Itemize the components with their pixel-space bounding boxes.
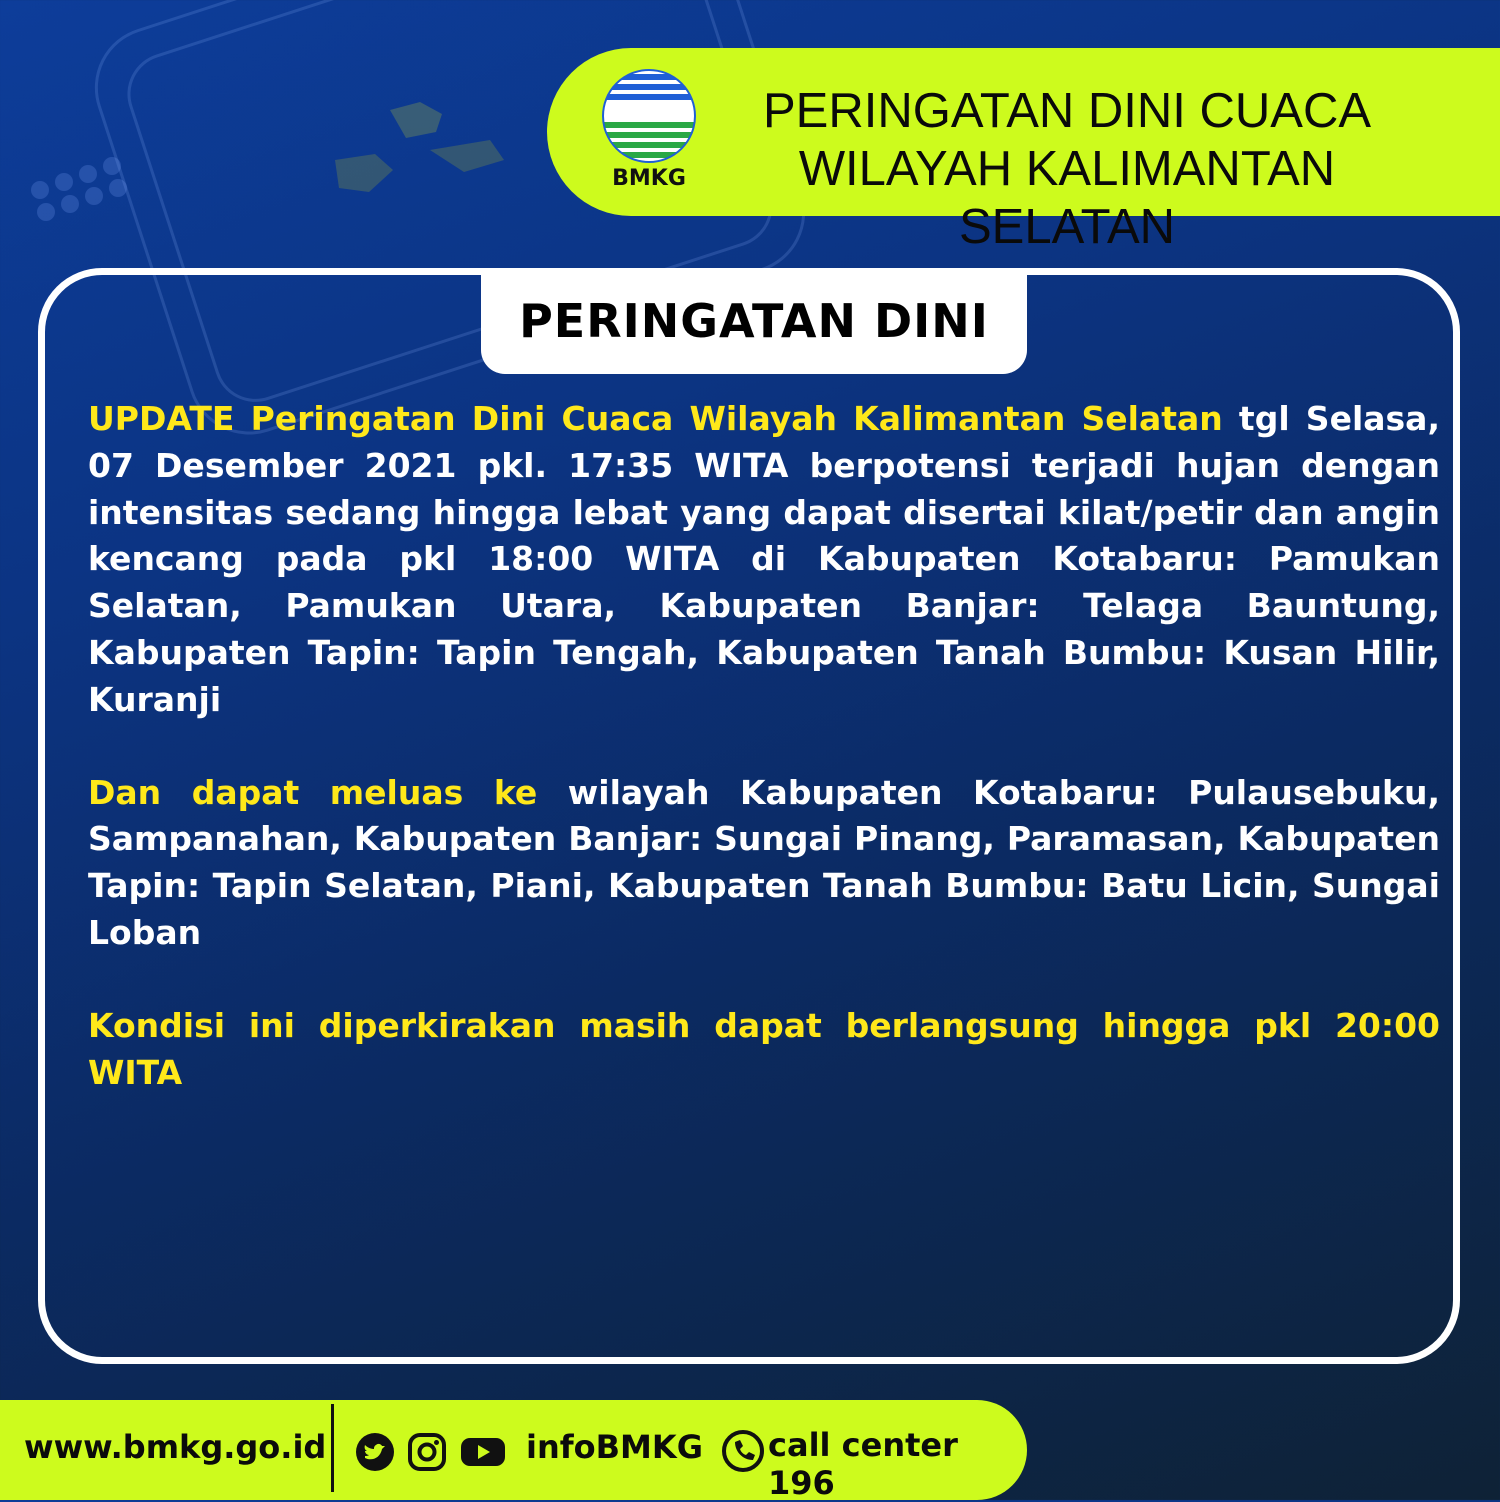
- header-banner: [547, 48, 1500, 254]
- warning-paragraph-3: [88, 1003, 1440, 1097]
- bmkg-logo-icon: [597, 68, 701, 168]
- logo-label: BMKG: [612, 166, 686, 191]
- card-title: PERINGATAN DINI: [519, 294, 989, 348]
- paragraph-1-highlight: UPDATE Peringatan Dini Cuaca Wilayah Kalimantan Selatan: [88, 399, 1223, 438]
- footer-bar: [0, 1400, 1027, 1500]
- call-center[interactable]: call center 196: [768, 1426, 958, 1502]
- header-title: [707, 82, 1427, 256]
- twitter-icon[interactable]: [355, 1432, 395, 1472]
- warning-paragraph-2: [88, 770, 1440, 957]
- paragraph-2-highlight: Dan dapat meluas ke: [88, 772, 538, 812]
- warning-content: [88, 396, 1440, 1142]
- phone-icon: [722, 1430, 764, 1472]
- card-tab: [481, 268, 1027, 374]
- header-title-line1: PERINGATAN DINI CUACA: [762, 84, 1372, 138]
- footer-divider: [331, 1404, 334, 1492]
- paragraph-1-body: tgl Selasa, 07 Desember 2021 pkl. 17:35 WITA berpotensi terjadi hujan dengan intensitas sedang hingga lebat yang dapat disertai kilat/petir dan angin kencang pada pkl 18:00 WITA di Kabupaten Kotabaru: Pamukan Selatan, Pamukan Utara, Kabupaten Banjar: Telaga Bauntung, Kabupaten Tapin: Tapin Tengah, Kabupaten Tanah Bumbu: Kusan Hilir, Kuranji: [88, 399, 1440, 719]
- youtube-icon[interactable]: [460, 1432, 506, 1472]
- header-title-line2: WILAYAH KALIMANTAN SELATAN: [798, 142, 1336, 254]
- website-link[interactable]: www.bmkg.go.id: [24, 1428, 327, 1466]
- paragraph-3-highlight: Kondisi ini diperkirakan masih dapat berlangsung hingga pkl 20:00 WITA: [88, 1005, 1440, 1092]
- bmkg-logo: [597, 68, 701, 196]
- warning-paragraph-1: [88, 396, 1440, 724]
- instagram-icon[interactable]: [407, 1432, 447, 1472]
- paragraph-2-body: wilayah Kabupaten Kotabaru: Pulausebuku, Sampanahan, Kabupaten Banjar: Sungai Pinang, Paramasan, Kabupaten Tapin: Tapin Selatan, Piani, Kabupaten Tanah Bumbu: Batu Licin, Sungai Loban: [88, 772, 1440, 952]
- social-handle[interactable]: infoBMKG: [526, 1428, 703, 1466]
